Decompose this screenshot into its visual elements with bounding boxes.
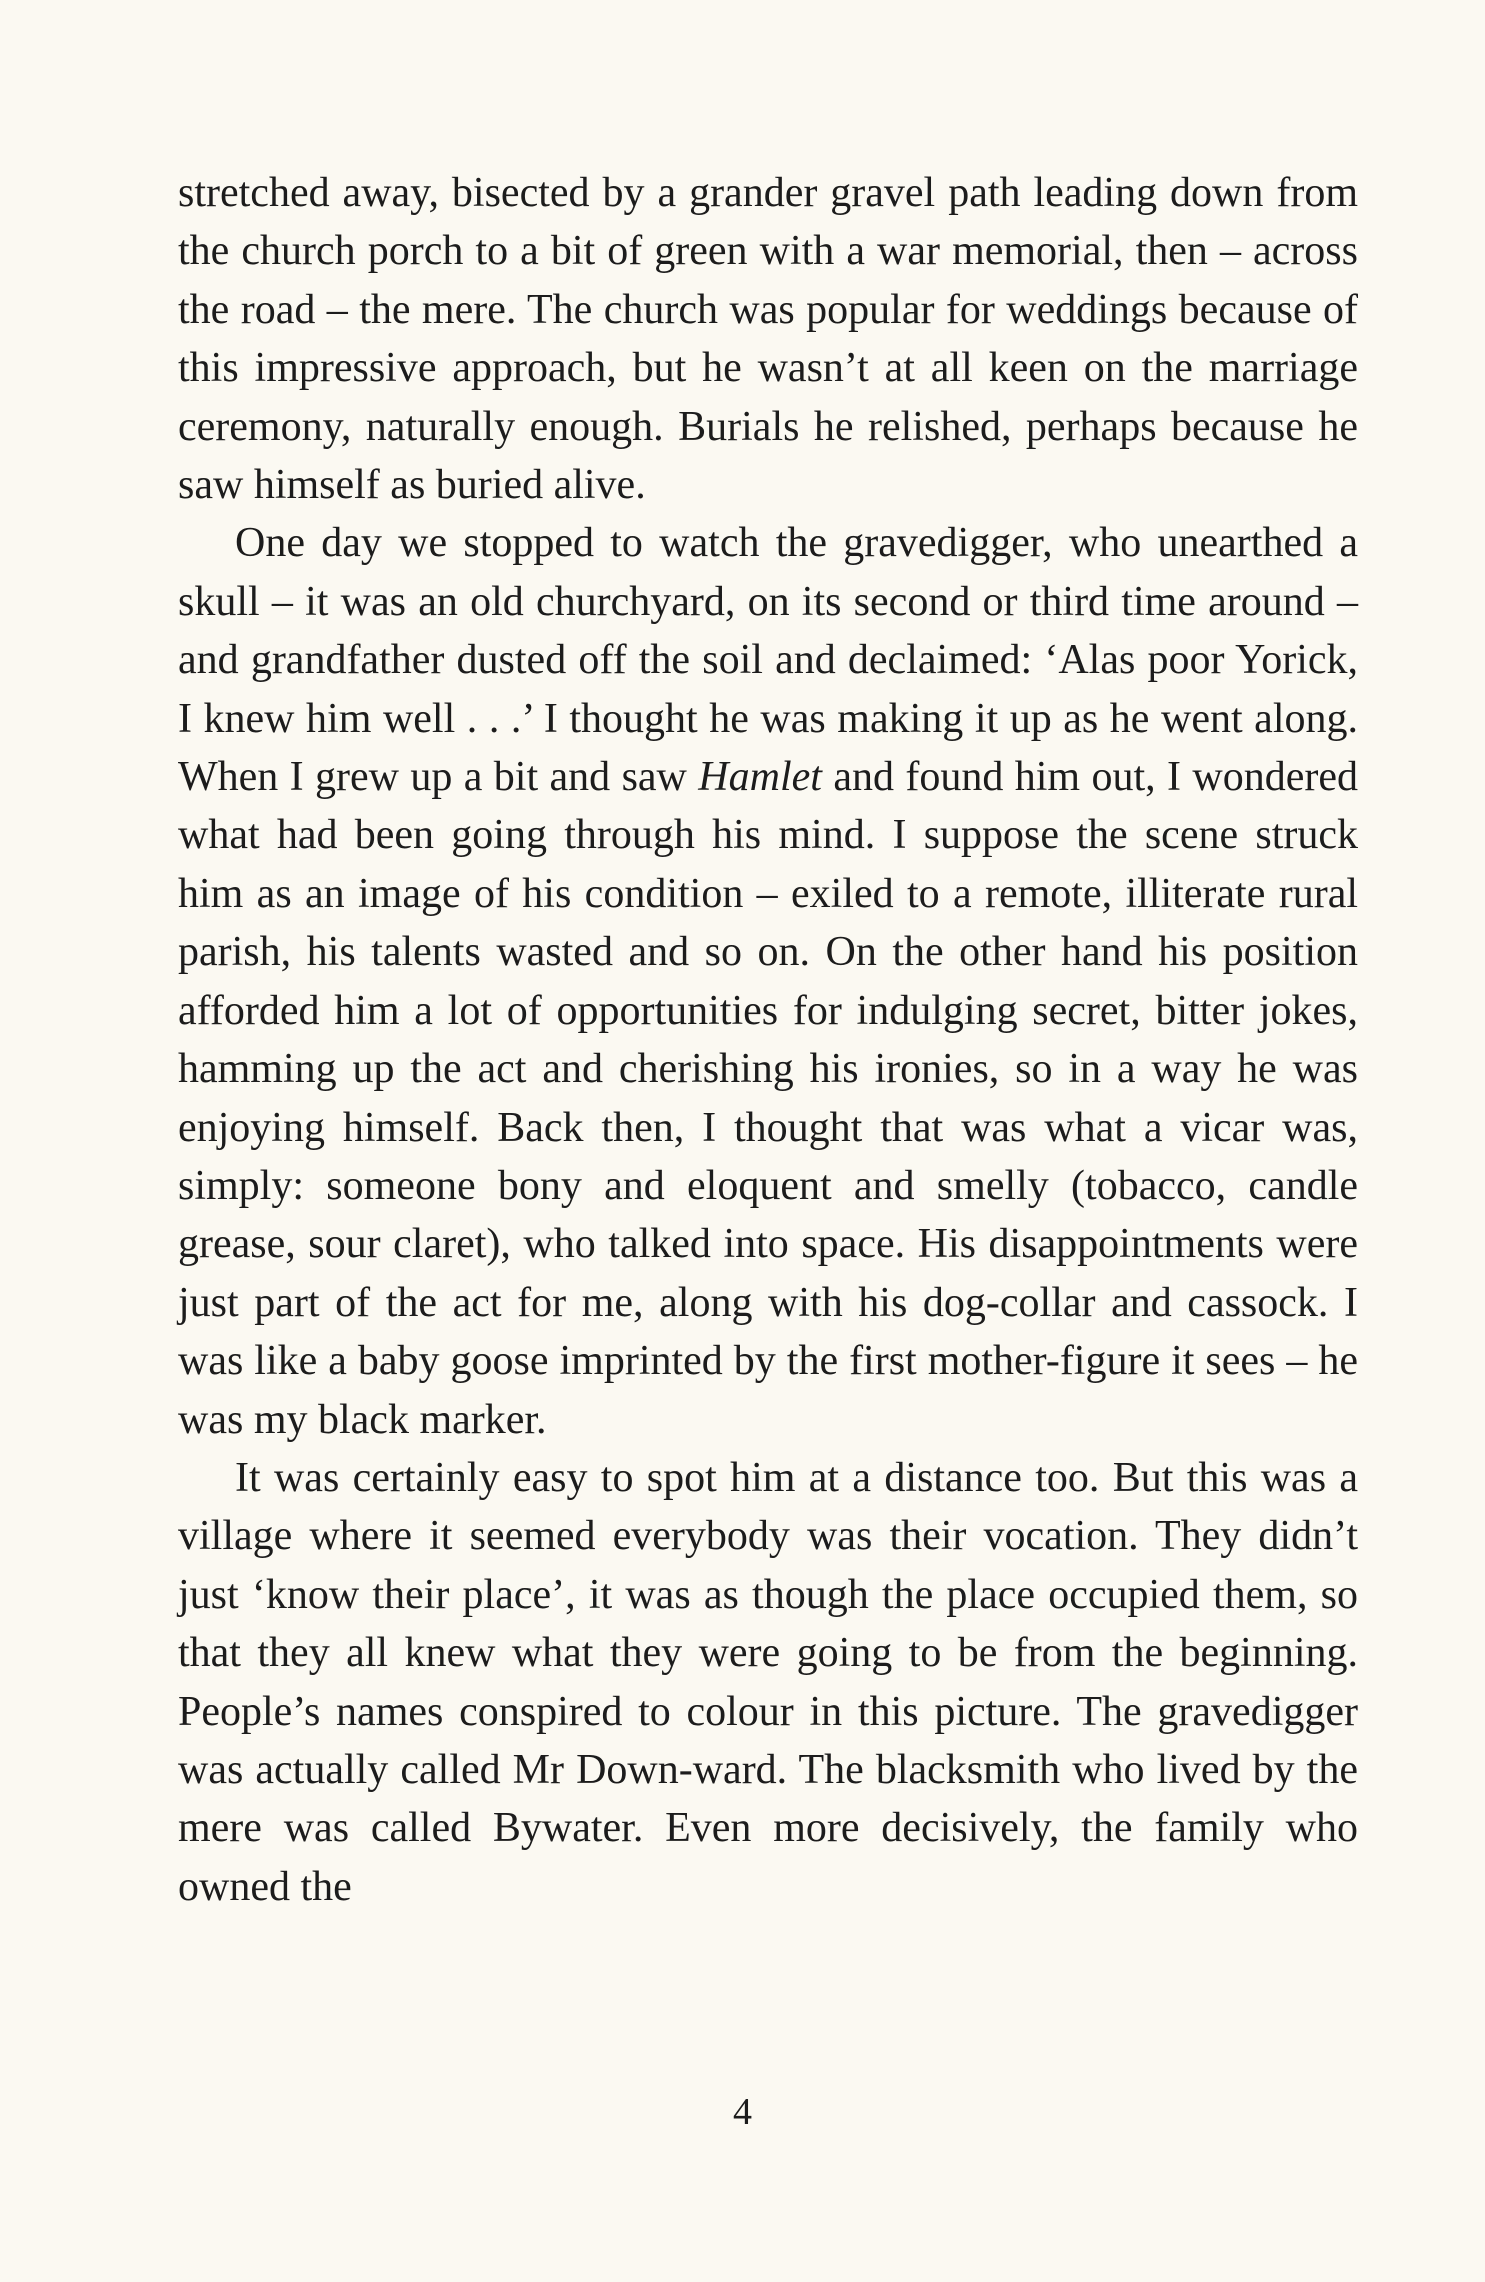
paragraph-2 [178, 514, 1358, 1449]
paragraph-3-text: It was certainly easy to spot him at a distance too. But this was a village where it seemed everybody was their vocation. They didn’t just ‘know their place’, it was as though the place occupied them, so that they all knew what they were going to be from the beginning. People’s names conspired to colour in this picture. The gravedigger was actually called Mr Down-ward. The blacksmith who lived by the mere was called Bywater. Even more decisively, the family who owned the [178, 1454, 1358, 1910]
paragraph-1 [178, 164, 1358, 514]
hamlet-title: Hamlet [698, 754, 822, 801]
body-text [178, 164, 1358, 1916]
paragraph-3 [178, 1449, 1358, 1916]
page-number: 4 [733, 2091, 752, 2133]
paragraph-2-text-end: and found him out, I wondered what had been going through his mind. I suppose the scene struck him as an image of his condition – exiled to a remote, illiterate rural parish, his talents wasted and so on. On the other hand his position afforded him a lot of opportunities for indulging secret, bitter jokes, hamming up the act and cherishing his ironies, so in a way he was enjoying himself. Back then, I thought that was what a vicar was, simply: someone bony and eloquent and smelly (tobacco, candle grease, sour claret), who talked into space. His disappointments were just part of the act for me, along with his dog-collar and cassock. I was like a baby goose imprinted by the first mother-figure it sees – he was my black marker. [178, 754, 1358, 1443]
paragraph-2-text-start: One day we stopped to watch the gravedigger, who unearthed a skull – it was an old churchyard, on its second or third time around – and grandfather dusted off the soil and declaimed: ‘Alas poor Yorick, I knew him well . . .’ I thought he was making it up as he went along. When I grew up a bit and saw [178, 520, 1358, 801]
paragraph-1-text: stretched away, bisected by a grander gravel path leading down from the church porch to a bit of green with a war memorial, then – across the road – the mere. The church was popular for weddings because of this impressive approach, but he wasn’t at all keen on the marriage ceremony, naturally enough. Burials he relished, perhaps because he saw himself as buried alive. [178, 170, 1358, 509]
